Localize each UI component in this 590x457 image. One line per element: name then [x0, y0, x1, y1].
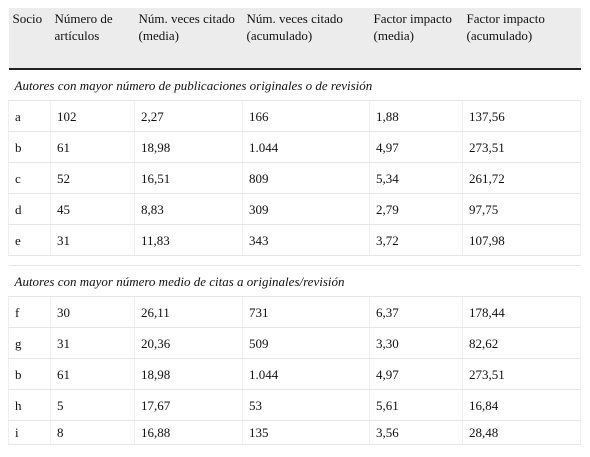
table-header [9, 8, 581, 69]
cell-socio: b [9, 132, 51, 163]
cell-factor-media: 2,79 [370, 194, 463, 225]
cell-citado-acumulado: 1.044 [243, 359, 370, 390]
cell-citado-acumulado: 1.044 [243, 132, 370, 163]
table-row [9, 421, 581, 445]
section-spacer [9, 256, 581, 266]
section-header-row [9, 69, 581, 101]
cell-socio: g [9, 328, 51, 359]
cell-citado-acumulado: 343 [243, 225, 370, 256]
cell-citado-media: 16,88 [135, 421, 243, 445]
cell-factor-acumulado: 82,62 [463, 328, 581, 359]
cell-numero-articulos: 52 [51, 163, 135, 194]
cell-citado-acumulado: 166 [243, 101, 370, 132]
cell-citado-acumulado: 135 [243, 421, 370, 445]
cell-factor-media: 3,56 [370, 421, 463, 445]
cell-factor-acumulado: 178,44 [463, 297, 581, 328]
cell-factor-acumulado: 261,72 [463, 163, 581, 194]
cell-factor-media: 6,37 [370, 297, 463, 328]
header-socio: Socio [9, 8, 51, 69]
cell-socio: b [9, 359, 51, 390]
cell-factor-media: 1,88 [370, 101, 463, 132]
table-row [9, 297, 581, 328]
section-title: Autores con mayor número de publicaciones originales o de revisión [9, 69, 581, 101]
cell-socio: i [9, 421, 51, 445]
cell-socio: a [9, 101, 51, 132]
table-row [9, 328, 581, 359]
cell-citado-acumulado: 53 [243, 390, 370, 421]
cell-factor-media: 4,97 [370, 359, 463, 390]
header-factor-acumulado: Factor impacto (acumulado) [463, 8, 581, 69]
cell-numero-articulos: 45 [51, 194, 135, 225]
table-row [9, 163, 581, 194]
cell-numero-articulos: 5 [51, 390, 135, 421]
cell-factor-acumulado: 16,84 [463, 390, 581, 421]
authors-citation-table [8, 8, 581, 445]
cell-citado-acumulado: 509 [243, 328, 370, 359]
cell-socio: c [9, 163, 51, 194]
cell-factor-acumulado: 273,51 [463, 359, 581, 390]
table-row [9, 359, 581, 390]
cell-numero-articulos: 61 [51, 132, 135, 163]
table-body [9, 69, 581, 445]
table-row [9, 132, 581, 163]
section-title: Autores con mayor número medio de citas a originales/revisión [9, 266, 581, 297]
cell-numero-articulos: 30 [51, 297, 135, 328]
cell-citado-acumulado: 731 [243, 297, 370, 328]
cell-citado-media: 18,98 [135, 359, 243, 390]
header-citado-media: Núm. veces citado (media) [135, 8, 243, 69]
cell-citado-media: 17,67 [135, 390, 243, 421]
cell-numero-articulos: 31 [51, 328, 135, 359]
cell-citado-media: 16,51 [135, 163, 243, 194]
header-row [9, 8, 581, 69]
cell-citado-media: 26,11 [135, 297, 243, 328]
header-factor-media: Factor impacto (media) [370, 8, 463, 69]
table-row [9, 194, 581, 225]
cell-factor-acumulado: 273,51 [463, 132, 581, 163]
section-header-row [9, 266, 581, 297]
cell-numero-articulos: 61 [51, 359, 135, 390]
cell-citado-media: 20,36 [135, 328, 243, 359]
cell-factor-acumulado: 137,56 [463, 101, 581, 132]
cell-citado-media: 18,98 [135, 132, 243, 163]
cell-factor-media: 3,72 [370, 225, 463, 256]
cell-socio: e [9, 225, 51, 256]
cell-socio: d [9, 194, 51, 225]
cell-citado-acumulado: 309 [243, 194, 370, 225]
table-row [9, 101, 581, 132]
cell-citado-media: 8,83 [135, 194, 243, 225]
cell-citado-media: 2,27 [135, 101, 243, 132]
cell-factor-media: 3,30 [370, 328, 463, 359]
authors-table-container [8, 8, 580, 445]
cell-socio: h [9, 390, 51, 421]
header-citado-acumulado: Núm. veces citado (acumulado) [243, 8, 370, 69]
cell-factor-acumulado: 107,98 [463, 225, 581, 256]
cell-socio: f [9, 297, 51, 328]
cell-numero-articulos: 31 [51, 225, 135, 256]
spacer-cell [9, 256, 581, 266]
cell-citado-acumulado: 809 [243, 163, 370, 194]
cell-factor-acumulado: 28,48 [463, 421, 581, 445]
header-numero-articulos: Número de artículos [51, 8, 135, 69]
cell-numero-articulos: 102 [51, 101, 135, 132]
cell-citado-media: 11,83 [135, 225, 243, 256]
table-row [9, 390, 581, 421]
cell-factor-media: 5,34 [370, 163, 463, 194]
table-row [9, 225, 581, 256]
cell-factor-media: 5,61 [370, 390, 463, 421]
cell-factor-acumulado: 97,75 [463, 194, 581, 225]
cell-factor-media: 4,97 [370, 132, 463, 163]
cell-numero-articulos: 8 [51, 421, 135, 445]
